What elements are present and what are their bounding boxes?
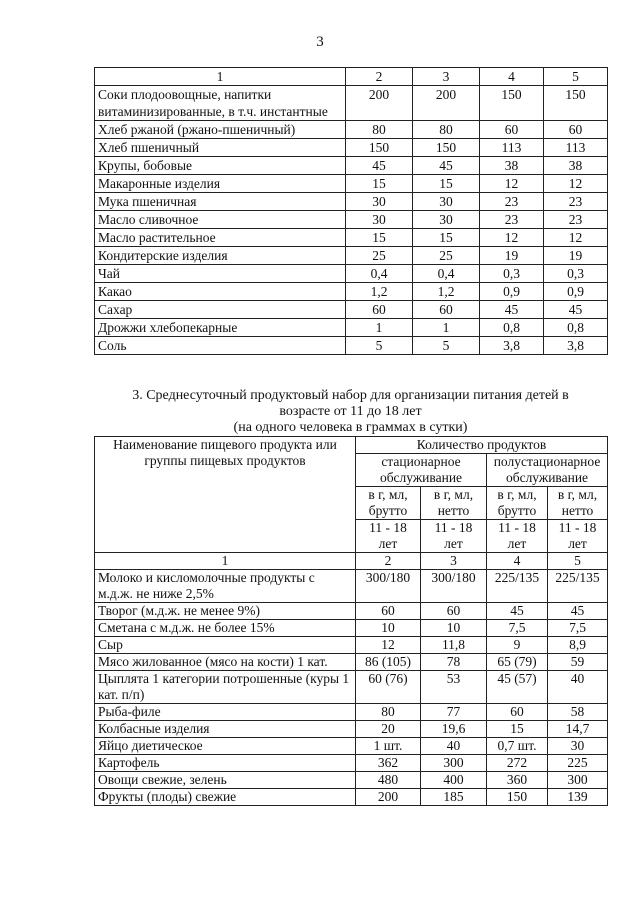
cell-value: 45 xyxy=(548,603,608,620)
product-name: Сыр xyxy=(95,637,356,654)
cell-value: 80 xyxy=(346,121,413,139)
cell-value: 45 xyxy=(487,603,548,620)
cell-value: 60 xyxy=(413,301,480,319)
product-name: Рыба-филе xyxy=(95,704,356,721)
product-name: Творог (м.д.ж. не менее 9%) xyxy=(95,603,356,620)
section-subtitle-units: (на одного человека в граммах в сутки) xyxy=(233,420,468,435)
cell-value: 300/180 xyxy=(356,570,421,603)
cell-value: 60 xyxy=(480,121,544,139)
product-name: Молоко и кисломолочные продукты с м.д.ж. не ниже 2,5% xyxy=(95,570,356,603)
product-name: Крупы, бобовые xyxy=(95,157,346,175)
cell-value: 8,9 xyxy=(548,637,608,654)
cell-value: 80 xyxy=(413,121,480,139)
product-name: Макаронные изделия xyxy=(95,175,346,193)
cell-value: 480 xyxy=(356,772,421,789)
cell-value: 5 xyxy=(413,337,480,355)
table-row xyxy=(95,229,608,247)
cell-value: 225/135 xyxy=(548,570,608,603)
product-name: Масло растительное xyxy=(95,229,346,247)
table-row xyxy=(95,301,608,319)
cell-value: 150 xyxy=(413,139,480,157)
cell-value: 150 xyxy=(487,789,548,806)
stationary-header: стационарное обслуживание xyxy=(356,454,487,487)
product-name: Чай xyxy=(95,265,346,283)
cell-value: 0,9 xyxy=(480,283,544,301)
cell-value: 59 xyxy=(548,654,608,671)
cell-value: 0,8 xyxy=(544,319,608,337)
cell-value: 300 xyxy=(548,772,608,789)
table-row xyxy=(95,86,608,121)
cell-value: 0,4 xyxy=(346,265,413,283)
cell-value: 38 xyxy=(480,157,544,175)
cell-value: 11,8 xyxy=(421,637,487,654)
table-row xyxy=(95,738,608,755)
cell-value: 7,5 xyxy=(548,620,608,637)
product-name: Яйцо диетическое xyxy=(95,738,356,755)
product-name: Хлеб ржаной (ржано-пшеничный) xyxy=(95,121,346,139)
cell-value: 30 xyxy=(346,211,413,229)
cell-value: 12 xyxy=(356,637,421,654)
cell-value: 58 xyxy=(548,704,608,721)
product-name: Дрожжи хлебопекарные xyxy=(95,319,346,337)
product-name: Сахар xyxy=(95,301,346,319)
cell-value: 185 xyxy=(421,789,487,806)
cell-value: 225 xyxy=(548,755,608,772)
cell-value: 45 (57) xyxy=(487,671,548,704)
cell-value: 300/180 xyxy=(421,570,487,603)
cell-value: 25 xyxy=(413,247,480,265)
table-row xyxy=(95,755,608,772)
brutto-header: в г, мл, брутто xyxy=(356,487,421,520)
cell-value: 30 xyxy=(346,193,413,211)
cell-value: 1 xyxy=(413,319,480,337)
cell-value: 19 xyxy=(544,247,608,265)
cell-value: 60 (76) xyxy=(356,671,421,704)
product-name: Масло сливочное xyxy=(95,211,346,229)
col-number: 3 xyxy=(413,68,480,86)
cell-value: 45 xyxy=(346,157,413,175)
cell-value: 150 xyxy=(346,139,413,157)
cell-value: 23 xyxy=(480,211,544,229)
col-number: 5 xyxy=(548,553,608,570)
col-number: 4 xyxy=(480,68,544,86)
table-row xyxy=(95,139,608,157)
cell-value: 23 xyxy=(480,193,544,211)
col-number: 1 xyxy=(95,553,356,570)
cell-value: 86 (105) xyxy=(356,654,421,671)
cell-value: 30 xyxy=(413,193,480,211)
cell-value: 45 xyxy=(544,301,608,319)
page-number: 3 xyxy=(316,34,324,50)
cell-value: 150 xyxy=(544,86,608,121)
product-name: Цыплята 1 категории потрошенные (куры 1 кат. п/п) xyxy=(95,671,356,704)
col-number: 3 xyxy=(421,553,487,570)
cell-value: 200 xyxy=(413,86,480,121)
cell-value: 1 шт. xyxy=(356,738,421,755)
cell-value: 10 xyxy=(421,620,487,637)
table-row xyxy=(95,337,608,355)
column-number-row xyxy=(95,553,608,570)
cell-value: 3,8 xyxy=(544,337,608,355)
cell-value: 113 xyxy=(480,139,544,157)
table-row xyxy=(95,265,608,283)
cell-value: 45 xyxy=(480,301,544,319)
cell-value: 15 xyxy=(413,229,480,247)
table-row xyxy=(95,283,608,301)
cell-value: 5 xyxy=(346,337,413,355)
age-header: 11 - 18 лет xyxy=(548,520,608,553)
cell-value: 60 xyxy=(356,603,421,620)
cell-value: 272 xyxy=(487,755,548,772)
cell-value: 360 xyxy=(487,772,548,789)
cell-value: 60 xyxy=(487,704,548,721)
cell-value: 40 xyxy=(548,671,608,704)
cell-value: 7,5 xyxy=(487,620,548,637)
table-row xyxy=(95,193,608,211)
cell-value: 0,7 шт. xyxy=(487,738,548,755)
cell-value: 25 xyxy=(346,247,413,265)
product-name: Мука пшеничная xyxy=(95,193,346,211)
col-number: 5 xyxy=(544,68,608,86)
cell-value: 200 xyxy=(346,86,413,121)
cell-value: 30 xyxy=(548,738,608,755)
cell-value: 20 xyxy=(356,721,421,738)
product-name: Хлеб пшеничный xyxy=(95,139,346,157)
col-number: 2 xyxy=(346,68,413,86)
table-row xyxy=(95,157,608,175)
product-set-table-11-18 xyxy=(94,436,608,806)
cell-value: 15 xyxy=(487,721,548,738)
cell-value: 9 xyxy=(487,637,548,654)
cell-value: 0,4 xyxy=(413,265,480,283)
cell-value: 200 xyxy=(356,789,421,806)
col-number: 4 xyxy=(487,553,548,570)
cell-value: 15 xyxy=(346,229,413,247)
table-row xyxy=(95,570,608,603)
cell-value: 38 xyxy=(544,157,608,175)
cell-value: 10 xyxy=(356,620,421,637)
cell-value: 53 xyxy=(421,671,487,704)
table-row xyxy=(95,319,608,337)
product-name: Мясо жилованное (мясо на кости) 1 кат. xyxy=(95,654,356,671)
cell-value: 0,3 xyxy=(544,265,608,283)
table-row xyxy=(95,671,608,704)
cell-value: 65 (79) xyxy=(487,654,548,671)
cell-value: 15 xyxy=(346,175,413,193)
cell-value: 12 xyxy=(480,175,544,193)
table-row xyxy=(95,704,608,721)
cell-value: 113 xyxy=(544,139,608,157)
table-row xyxy=(95,247,608,265)
table-row xyxy=(95,211,608,229)
product-name: Колбасные изделия xyxy=(95,721,356,738)
product-set-table-continued xyxy=(94,67,608,355)
cell-value: 15 xyxy=(413,175,480,193)
product-name: Овощи свежие, зелень xyxy=(95,772,356,789)
semistationary-header: полустационарное обслуживание xyxy=(487,454,608,487)
cell-value: 19,6 xyxy=(421,721,487,738)
product-name: Соки плодоовощные, напитки витаминизированные, в т.ч. инстантные xyxy=(95,86,346,121)
product-name: Сметана с м.д.ж. не более 15% xyxy=(95,620,356,637)
table-row xyxy=(95,721,608,738)
product-name: Какао xyxy=(95,283,346,301)
quantity-header: Количество продуктов xyxy=(356,437,608,454)
brutto-header: в г, мл, брутто xyxy=(487,487,548,520)
age-header: 11 - 18 лет xyxy=(421,520,487,553)
cell-value: 3,8 xyxy=(480,337,544,355)
cell-value: 19 xyxy=(480,247,544,265)
cell-value: 12 xyxy=(544,175,608,193)
cell-value: 78 xyxy=(421,654,487,671)
cell-value: 300 xyxy=(421,755,487,772)
product-name: Соль xyxy=(95,337,346,355)
cell-value: 45 xyxy=(413,157,480,175)
cell-value: 60 xyxy=(421,603,487,620)
cell-value: 12 xyxy=(480,229,544,247)
cell-value: 40 xyxy=(421,738,487,755)
product-name: Фрукты (плоды) свежие xyxy=(95,789,356,806)
table-row xyxy=(95,603,608,620)
cell-value: 60 xyxy=(346,301,413,319)
cell-value: 225/135 xyxy=(487,570,548,603)
cell-value: 77 xyxy=(421,704,487,721)
table-row xyxy=(95,789,608,806)
cell-value: 60 xyxy=(544,121,608,139)
table-row xyxy=(95,620,608,637)
netto-header: в г, мл, нетто xyxy=(421,487,487,520)
age-header: 11 - 18 лет xyxy=(356,520,421,553)
cell-value: 400 xyxy=(421,772,487,789)
cell-value: 14,7 xyxy=(548,721,608,738)
cell-value: 139 xyxy=(548,789,608,806)
table-header-row xyxy=(95,437,608,454)
cell-value: 30 xyxy=(413,211,480,229)
section-title-age: возрасте от 11 до 18 лет xyxy=(279,404,422,419)
table-row xyxy=(95,121,608,139)
age-header: 11 - 18 лет xyxy=(487,520,548,553)
table-header-row xyxy=(95,68,608,86)
cell-value: 12 xyxy=(544,229,608,247)
cell-value: 23 xyxy=(544,211,608,229)
col-number: 2 xyxy=(356,553,421,570)
cell-value: 362 xyxy=(356,755,421,772)
product-name-header: Наименование пищевого продукта или группы пищевых продуктов xyxy=(95,437,356,553)
table-row xyxy=(95,772,608,789)
product-name: Кондитерские изделия xyxy=(95,247,346,265)
cell-value: 0,8 xyxy=(480,319,544,337)
product-name: Картофель xyxy=(95,755,356,772)
cell-value: 80 xyxy=(356,704,421,721)
cell-value: 1,2 xyxy=(346,283,413,301)
cell-value: 150 xyxy=(480,86,544,121)
cell-value: 1 xyxy=(346,319,413,337)
section-title: 3. Среднесуточный продуктовый набор для организации питания детей в xyxy=(132,388,569,403)
table-row xyxy=(95,637,608,654)
cell-value: 0,3 xyxy=(480,265,544,283)
table-row xyxy=(95,654,608,671)
col-number: 1 xyxy=(95,68,346,86)
cell-value: 0,9 xyxy=(544,283,608,301)
netto-header: в г, мл, нетто xyxy=(548,487,608,520)
cell-value: 1,2 xyxy=(413,283,480,301)
table-row xyxy=(95,175,608,193)
cell-value: 23 xyxy=(544,193,608,211)
